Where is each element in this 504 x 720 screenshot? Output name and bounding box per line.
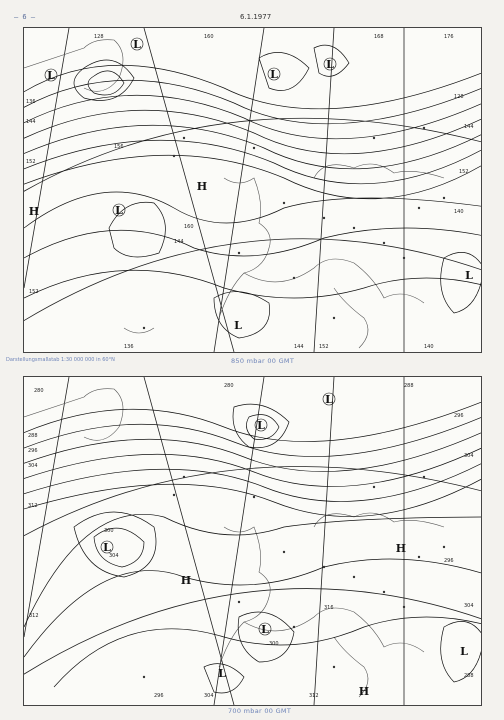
page-number: – 6 – <box>14 13 36 21</box>
contour-label: 300 <box>269 641 279 647</box>
contour-label: 144 <box>464 124 474 130</box>
contour-label: 280 <box>224 383 234 389</box>
low-center: L <box>234 319 242 332</box>
low-center: L <box>325 393 333 406</box>
contour-label: 312 <box>309 693 319 699</box>
high-center: H <box>196 180 208 193</box>
contour-label: 152 <box>459 169 469 175</box>
low-center: L <box>257 419 265 432</box>
contour-label: 144 <box>26 119 36 125</box>
high-center: H <box>180 574 192 587</box>
contour-label: 312 <box>28 503 38 509</box>
height-contours <box>24 45 481 338</box>
map-700-canvas <box>24 377 481 705</box>
high-center: H <box>358 685 370 698</box>
contour-label: 168 <box>374 34 384 40</box>
map-date: 6.1.1977 <box>240 13 272 21</box>
contour-label: 136 <box>124 344 134 350</box>
contour-label: 156 <box>114 144 124 150</box>
contour-label: 300 <box>104 528 114 534</box>
contour-label: 316 <box>324 605 334 611</box>
contour-label: 288 <box>28 433 38 439</box>
high-center: H <box>395 542 407 555</box>
map-700-mbar <box>23 376 482 706</box>
low-center: L <box>460 645 468 658</box>
contour-label: 152 <box>319 344 329 350</box>
contour-label: 176 <box>444 34 454 40</box>
map-850-mbar <box>23 27 482 353</box>
contour-label: 296 <box>28 448 38 454</box>
height-contours <box>24 397 481 693</box>
coastlines <box>24 40 444 348</box>
contour-label: 288 <box>464 673 474 679</box>
low-center: L <box>133 38 141 51</box>
contour-label: 304 <box>28 463 38 469</box>
contour-label: 128 <box>94 34 104 40</box>
low-center: L <box>103 541 111 554</box>
contour-label: 160 <box>184 224 194 230</box>
contour-label: 128 <box>454 94 464 100</box>
contour-label: 160 <box>204 34 214 40</box>
contour-label: 304 <box>109 553 119 559</box>
map-850-canvas <box>24 28 481 352</box>
contour-label: 304 <box>464 453 474 459</box>
contour-label: 136 <box>26 99 36 105</box>
contour-label: 144 <box>174 239 184 245</box>
high-center: H <box>28 205 40 218</box>
contour-label: 304 <box>464 603 474 609</box>
low-center: L <box>326 58 334 71</box>
map-caption-700: 700 mbar 00 GMT <box>228 707 292 715</box>
contour-label: 296 <box>154 693 164 699</box>
graticule <box>24 377 481 705</box>
contour-label: 144 <box>294 344 304 350</box>
coastlines <box>24 389 444 697</box>
contour-label: 280 <box>34 388 44 394</box>
contour-label: 304 <box>204 693 214 699</box>
contour-label: 288 <box>404 383 414 389</box>
contour-label: 312 <box>29 613 39 619</box>
scale-note: Darstellungsmaßstab 1:30 000 000 in 60°N <box>6 357 115 363</box>
contour-label: 296 <box>454 413 464 419</box>
contour-label: 152 <box>26 159 36 165</box>
contour-label: 296 <box>444 558 454 564</box>
contour-label: 140 <box>454 209 464 215</box>
low-center: L <box>115 204 123 217</box>
low-center: L <box>270 68 278 81</box>
low-center: L <box>465 269 473 282</box>
contour-label: 140 <box>424 344 434 350</box>
contour-label: 152 <box>29 289 39 295</box>
low-center: L <box>218 667 226 680</box>
low-center: L <box>47 69 55 82</box>
low-center: L <box>261 623 269 636</box>
map-caption-850: 850 mbar 00 GMT <box>231 357 295 365</box>
